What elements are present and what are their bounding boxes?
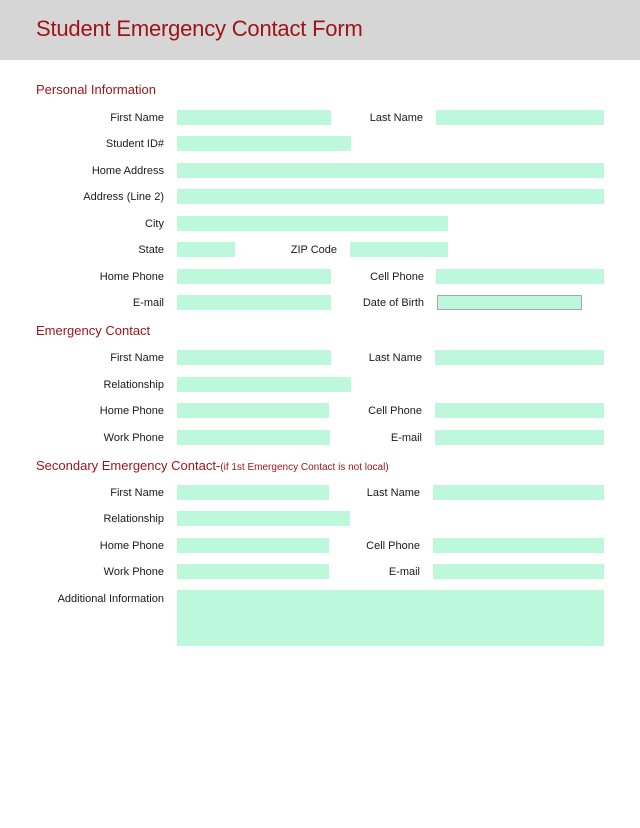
emergency-relationship-label: Relationship [103,379,164,391]
personal-email-input[interactable] [177,295,331,310]
secondary-work-phone-input[interactable] [177,564,329,579]
address-line2-input[interactable] [177,189,604,204]
section-personal-heading: Personal Information [36,82,156,97]
secondary-home-phone-label: Home Phone [99,540,164,552]
personal-last-name-input[interactable] [436,110,604,125]
secondary-last-name-input[interactable] [433,485,604,500]
additional-information-label: Additional Information [57,593,164,605]
home-address-label: Home Address [91,165,164,177]
secondary-email-input[interactable] [433,564,604,579]
emergency-last-name-input[interactable] [435,350,604,365]
emergency-email-label: E-mail [390,432,422,444]
emergency-first-name-input[interactable] [177,350,331,365]
emergency-home-phone-label: Home Phone [99,405,164,417]
secondary-first-name-input[interactable] [177,485,329,500]
personal-cell-phone-input[interactable] [436,269,604,284]
student-id-input[interactable] [177,136,351,151]
emergency-last-name-label: Last Name [368,352,422,364]
home-address-input[interactable] [177,163,604,178]
state-label: State [138,244,164,256]
secondary-email-label: E-mail [388,566,420,578]
zip-code-input[interactable] [350,242,448,257]
emergency-email-input[interactable] [435,430,604,445]
personal-home-phone-label: Home Phone [99,271,164,283]
secondary-heading-note: (if 1st Emergency Contact is not local) [220,462,389,473]
section-secondary-heading [36,458,389,473]
emergency-relationship-input[interactable] [177,377,351,392]
secondary-first-name-label: First Name [110,487,164,499]
emergency-cell-phone-input[interactable] [435,403,604,418]
section-emergency-heading: Emergency Contact [36,323,151,338]
form-title: Student Emergency Contact Form [36,16,363,41]
personal-last-name-label: Last Name [369,112,423,124]
secondary-work-phone-label: Work Phone [103,566,164,578]
city-input[interactable] [177,216,448,231]
secondary-home-phone-input[interactable] [177,538,329,553]
additional-information-textarea[interactable] [177,590,604,646]
personal-email-label: E-mail [132,297,164,309]
emergency-cell-phone-label: Cell Phone [368,405,422,417]
secondary-cell-phone-input[interactable] [433,538,604,553]
zip-code-label: ZIP Code [290,244,337,256]
emergency-home-phone-input[interactable] [177,403,329,418]
secondary-cell-phone-label: Cell Phone [366,540,420,552]
date-of-birth-label: Date of Birth [362,297,424,309]
secondary-relationship-input[interactable] [177,511,350,526]
emergency-work-phone-input[interactable] [177,430,330,445]
city-label: City [145,218,164,230]
form-header [0,0,640,60]
emergency-work-phone-label: Work Phone [103,432,164,444]
emergency-first-name-label: First Name [110,352,164,364]
personal-first-name-input[interactable] [177,110,331,125]
secondary-heading-text: Secondary Emergency Contact- [36,458,221,473]
state-input[interactable] [177,242,235,257]
personal-first-name-label: First Name [110,112,164,124]
secondary-relationship-label: Relationship [103,513,164,525]
student-id-label: Student ID# [105,138,164,150]
personal-home-phone-input[interactable] [177,269,331,284]
secondary-last-name-label: Last Name [366,487,420,499]
personal-cell-phone-label: Cell Phone [370,271,424,283]
date-of-birth-input[interactable] [437,295,582,310]
address-line2-label: Address (Line 2) [83,191,164,203]
